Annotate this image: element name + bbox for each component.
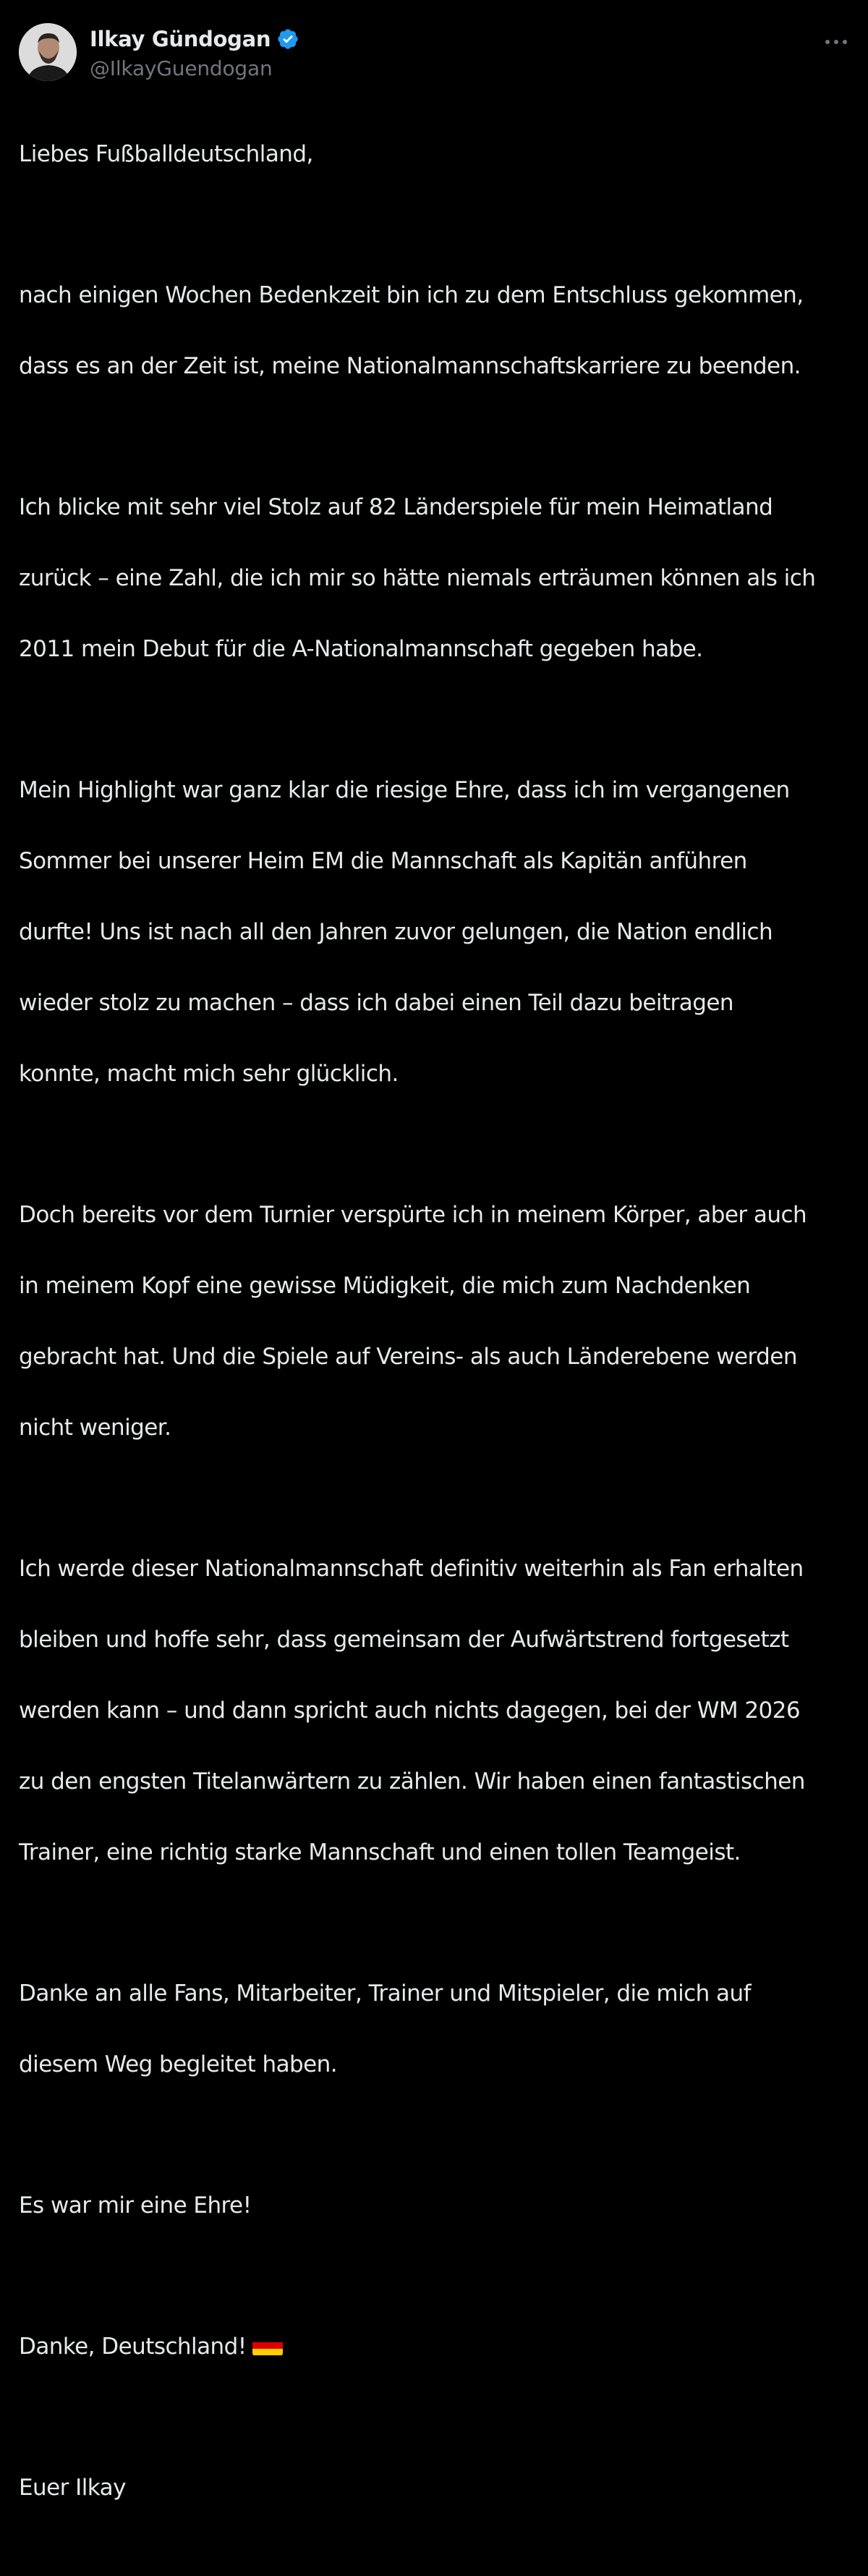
german-flag-icon bbox=[252, 2336, 283, 2356]
text-line: 2011 mein Debut für die A-Nationalmannschaft gegeben habe. bbox=[19, 636, 703, 662]
text-line: werden kann – und dann spricht auch nichts dagegen, bei der WM 2026 bbox=[19, 1698, 801, 1724]
text-line: Danke an alle Fans, Mitarbeiter, Trainer und Mitspieler, die mich auf bbox=[19, 1980, 751, 2007]
tweet-text bbox=[19, 101, 851, 2576]
text-line: Sommer bei unserer Heim EM die Mannschaft als Kapitän anführen bbox=[19, 848, 747, 874]
text-line: wieder stolz zu machen – dass ich dabei einen Teil dazu beitragen bbox=[19, 990, 733, 1016]
text-line: dass es an der Zeit ist, meine Nationalmannschaftskarriere zu beenden. bbox=[19, 353, 801, 379]
text-line: zurück – eine Zahl, die ich mir so hätte niemals erträumen können als ich bbox=[19, 565, 816, 591]
tweet-header bbox=[19, 22, 851, 84]
avatar[interactable] bbox=[19, 23, 77, 81]
author-handle[interactable]: @IlkayGuendogan bbox=[90, 56, 273, 80]
text-line: konnte, macht mich sehr glücklich. bbox=[19, 1061, 399, 1087]
text-line: in meinem Kopf eine gewisse Müdigkeit, die mich zum Nachdenken bbox=[19, 1273, 751, 1299]
greeting-paragraph bbox=[19, 101, 851, 208]
text-line: Trainer, eine richtig starke Mannschaft und einen tollen Teamgeist. bbox=[19, 1839, 741, 1865]
display-name-row bbox=[90, 23, 299, 55]
text-line: Mein Highlight war ganz klar die riesige Ehre, dass ich im vergangenen bbox=[19, 777, 790, 803]
text-line: Liebes Fußballdeutschland, bbox=[19, 141, 313, 167]
paragraph-4 bbox=[19, 1162, 851, 1481]
paragraph-5 bbox=[19, 1516, 851, 1906]
verified-badge-icon[interactable] bbox=[276, 27, 299, 51]
paragraph-6 bbox=[19, 1941, 851, 2118]
avatar-photo bbox=[19, 23, 77, 81]
text-line: Doch bereits vor dem Turnier verspürte ich in meinem Körper, aber auch bbox=[19, 1202, 807, 1228]
thanks-text: Danke, Deutschland! bbox=[19, 2334, 247, 2360]
paragraph-8 bbox=[19, 2294, 851, 2400]
text-line: bleiben und hoffe sehr, dass gemeinsam der Aufwärtstrend fortgesetzt bbox=[19, 1627, 789, 1653]
text-line: zu den engsten Titelanwärtern zu zählen. Wir haben einen fantastischen bbox=[19, 1768, 805, 1795]
text-line: nach einigen Wochen Bedenkzeit bin ich zu dem Entschluss gekommen, bbox=[19, 282, 804, 308]
sign-off-paragraph bbox=[19, 2435, 851, 2541]
text-line-with-flag bbox=[19, 2329, 851, 2365]
text-line: Es war mir eine Ehre! bbox=[19, 2192, 252, 2219]
paragraph-3 bbox=[19, 737, 851, 1127]
text-line: durfte! Uns ist nach all den Jahren zuvor gelungen, die Nation endlich bbox=[19, 919, 773, 945]
paragraph-2 bbox=[19, 454, 851, 703]
text-line: gebracht hat. Und die Spiele auf Vereins- als auch Länderebene werden bbox=[19, 1344, 797, 1370]
text-line: Ich blicke mit sehr viel Stolz auf 82 Länderspiele für mein Heimatland bbox=[19, 494, 773, 520]
text-line: diesem Weg begleitet haben. bbox=[19, 2051, 338, 2077]
paragraph-7 bbox=[19, 2153, 851, 2259]
text-line: Ich werde dieser Nationalmannschaft definitiv weiterhin als Fan erhalten bbox=[19, 1556, 804, 1582]
more-horizontal-icon bbox=[825, 39, 848, 45]
paragraph-1 bbox=[19, 242, 851, 420]
author-names bbox=[90, 23, 299, 80]
more-options-button[interactable] bbox=[822, 27, 851, 56]
text-line: nicht weniger. bbox=[19, 1415, 171, 1441]
display-name[interactable]: Ilkay Gündogan bbox=[90, 27, 271, 51]
text-line: Euer Ilkay bbox=[19, 2475, 126, 2501]
